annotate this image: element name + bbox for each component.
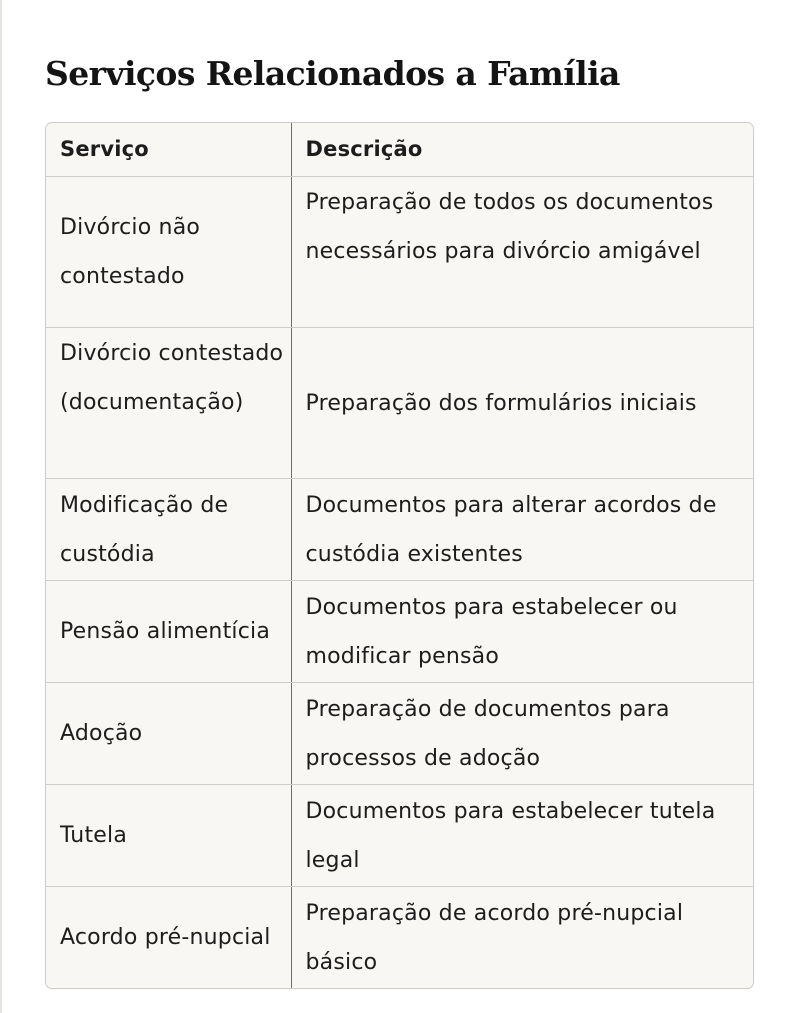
service-cell: Divórcio não contestado	[46, 177, 291, 328]
service-cell: Adoção	[46, 683, 291, 785]
services-table-container	[45, 122, 754, 989]
table-row	[46, 479, 753, 581]
service-cell: Modificação de custódia	[46, 479, 291, 581]
table-row	[46, 581, 753, 683]
column-header-description: Descrição	[291, 123, 753, 177]
table-row	[46, 177, 753, 328]
service-cell: Divórcio contestado (documentação)	[46, 328, 291, 479]
service-cell: Tutela	[46, 785, 291, 887]
column-header-service: Serviço	[46, 123, 291, 177]
service-cell: Pensão alimentícia	[46, 581, 291, 683]
service-cell: Acordo pré-nupcial	[46, 887, 291, 989]
description-cell: Documentos para alterar acordos de custódia existentes	[291, 479, 753, 581]
table-row	[46, 328, 753, 479]
page-title: Serviços Relacionados a Família	[45, 54, 620, 93]
description-cell: Documentos para estabelecer ou modificar pensão	[291, 581, 753, 683]
description-cell: Preparação de acordo pré-nupcial básico	[305, 900, 684, 975]
table-row	[46, 683, 753, 785]
table-header-row	[46, 123, 753, 177]
table-row	[46, 785, 753, 887]
left-divider	[0, 0, 2, 1013]
description-cell: Preparação de documentos para processos de adoção	[291, 683, 753, 785]
table-row	[46, 887, 753, 989]
services-table	[46, 123, 753, 988]
description-cell: Preparação de todos os documentos necessários para divórcio amigável	[291, 177, 753, 328]
description-cell: Preparação dos formulários iniciais	[291, 328, 753, 479]
description-cell: Documentos para estabelecer tutela legal	[291, 785, 753, 887]
